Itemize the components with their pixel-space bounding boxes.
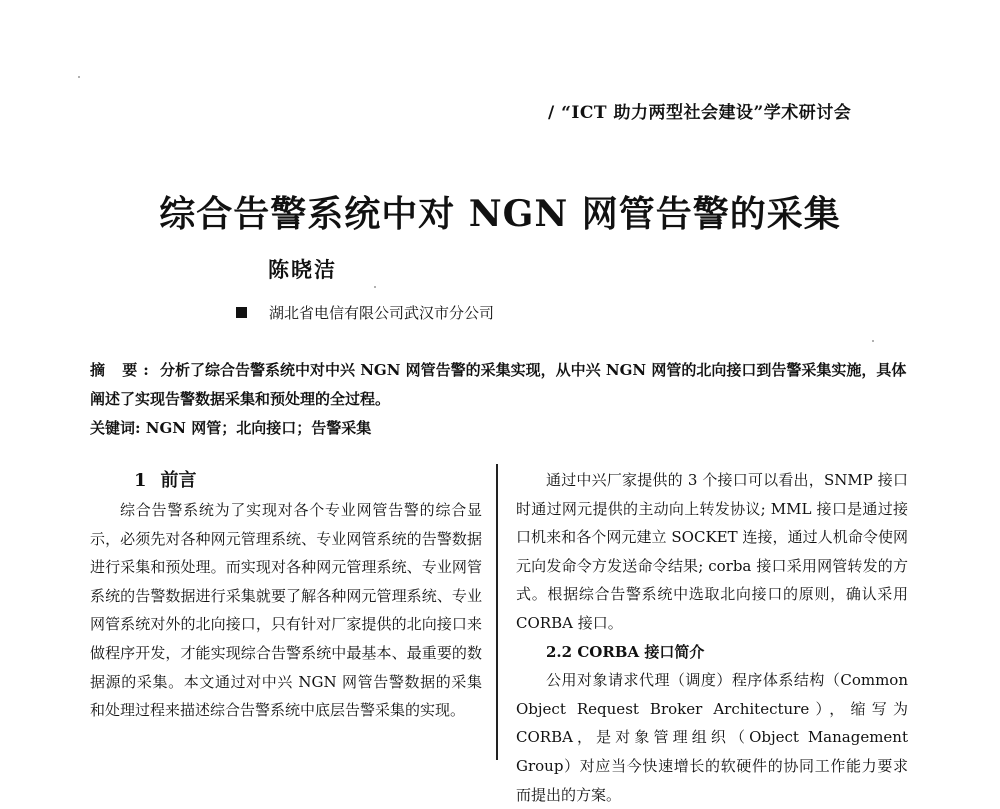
section-title: 前言 — [160, 470, 197, 491]
abstract — [90, 356, 910, 414]
column-divider — [496, 464, 498, 760]
keywords — [90, 414, 910, 443]
right-column — [516, 466, 908, 809]
section-heading — [90, 466, 482, 496]
intro-paragraph: 综合告警系统为了实现对各个专业网管告警的综合显示，必须先对各种网元管理系统、专业网管系统的告警数据进行采集和预处理。而实现对各种网元管理系统、专业网管系统的告警数据进行采集就要了解各种网元管理系统、专业网管系统对外的北向接口，只有针对厂家提供的北向接口来做程序开发，才能实现综合告警系统中最基本、最重要的数据源的采集。本文通过对中兴 NGN 网管告警数据的采集和处理过程来描述综合告警系统中底层告警采集的实现。 — [90, 501, 482, 720]
keywords-label: 关键词: — [90, 419, 141, 437]
keywords-text: NGN 网管；北向接口；告警采集 — [140, 419, 372, 437]
author-name: 陈晓洁 — [268, 257, 337, 282]
affiliation — [236, 302, 494, 323]
left-column — [90, 466, 482, 725]
subsection-heading: 2.2 CORBA 接口简介 — [546, 642, 705, 661]
interface-paragraph: 通过中兴厂家提供的 3 个接口可以看出，SNMP 接口时通过网元提供的主动向上转发协议; MML 接口是通过接口机来和各个网元建立 SOCKET 连接，通过人机命令使网元向发命令方发送命令结果; corba 接口采用网管转发的方式。根据综合告警系统中选取北向接口的原则，确认采用 CORBA 接口。 — [516, 471, 908, 632]
scan-speck — [78, 76, 80, 78]
scan-speck — [374, 286, 376, 288]
section-number: 1 — [134, 470, 147, 491]
scan-speck — [872, 340, 874, 342]
abstract-label: 摘 要: — [90, 361, 155, 379]
running-head: / “ICT 助力两型社会建设”学术研讨会 — [548, 103, 852, 123]
black-square-icon — [236, 307, 247, 318]
abstract-text: 分析了综合告警系统中对中兴 NGN 网管告警的采集实现，从中兴 NGN 网管的北向接口到告警采集实施，具体阐述了实现告警数据采集和预处理的全过程。 — [90, 361, 907, 408]
affiliation-text: 湖北省电信有限公司武汉市分公司 — [269, 304, 495, 322]
corba-paragraph: 公用对象请求代理（调度）程序体系结构（Common Object Request Broker Architecture），缩写为 CORBA，是对象管理组织（Object Management Group）对应当今快速增长的软硬件的协同工作能力要求而提出的方案。 — [516, 671, 908, 804]
article-title: 综合告警系统中对 NGN 网管告警的采集 — [159, 193, 841, 235]
